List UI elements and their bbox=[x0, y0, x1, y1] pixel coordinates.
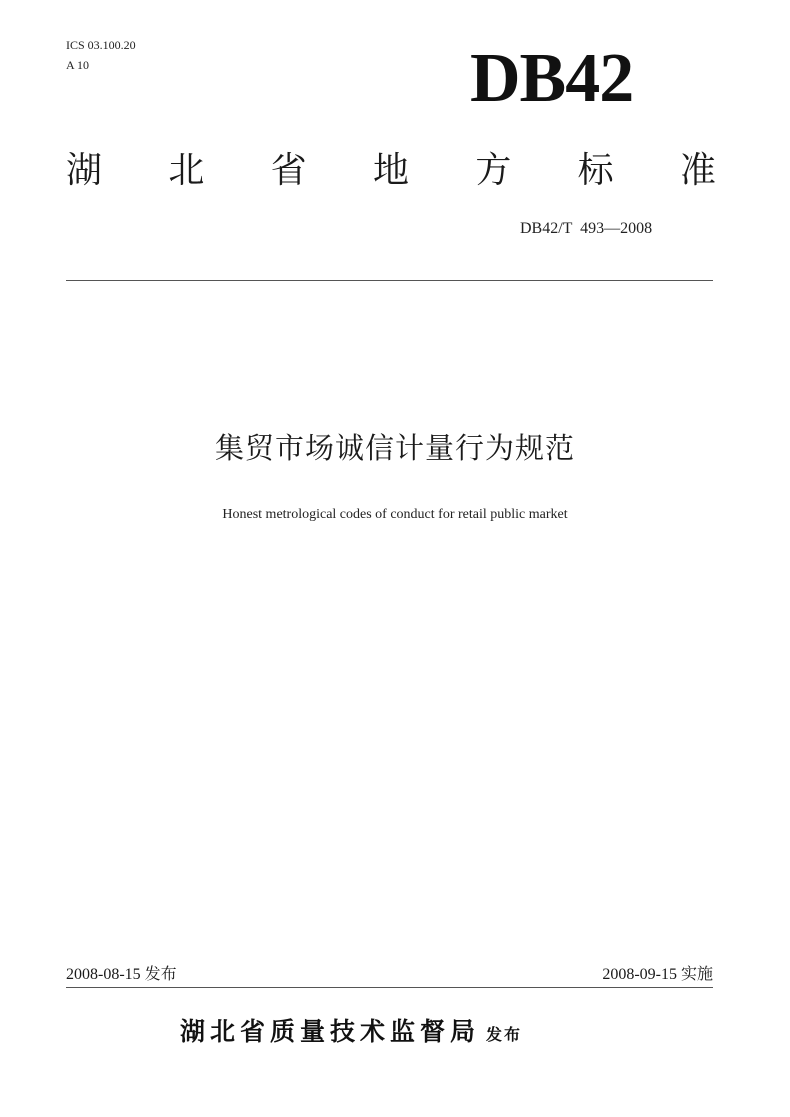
top-divider bbox=[66, 280, 713, 281]
standard-type-char: 湖 bbox=[66, 150, 103, 191]
issuer-action: 发布 bbox=[486, 1025, 523, 1044]
issue-date: 2008-08-15 发布 bbox=[66, 966, 177, 983]
issuer-name: 湖北省质量技术监督局 bbox=[180, 1017, 481, 1046]
standard-type-char: 地 bbox=[372, 150, 409, 191]
bottom-divider bbox=[66, 987, 713, 988]
standard-type-char: 准 bbox=[679, 150, 716, 191]
document-title-chinese: 集贸市场诚信计量行为规范 bbox=[214, 431, 575, 465]
standard-type-char: 北 bbox=[168, 150, 205, 191]
ics-code: ICS 03.100.20 bbox=[66, 38, 136, 52]
ccs-code: A 10 bbox=[66, 58, 90, 72]
standard-type-char: 标 bbox=[577, 150, 614, 191]
standard-type-char: 方 bbox=[475, 150, 512, 191]
standard-number: DB42/T 493—2008 bbox=[520, 220, 653, 237]
standard-type-char: 省 bbox=[270, 150, 307, 191]
issuer-line bbox=[180, 1012, 522, 1052]
standard-logo: DB42 bbox=[470, 40, 634, 117]
standard-type-heading bbox=[66, 146, 716, 196]
document-title-english: Honest metrological codes of conduct for retail public market bbox=[222, 507, 568, 522]
implementation-date: 2008-09-15 实施 bbox=[602, 966, 713, 983]
